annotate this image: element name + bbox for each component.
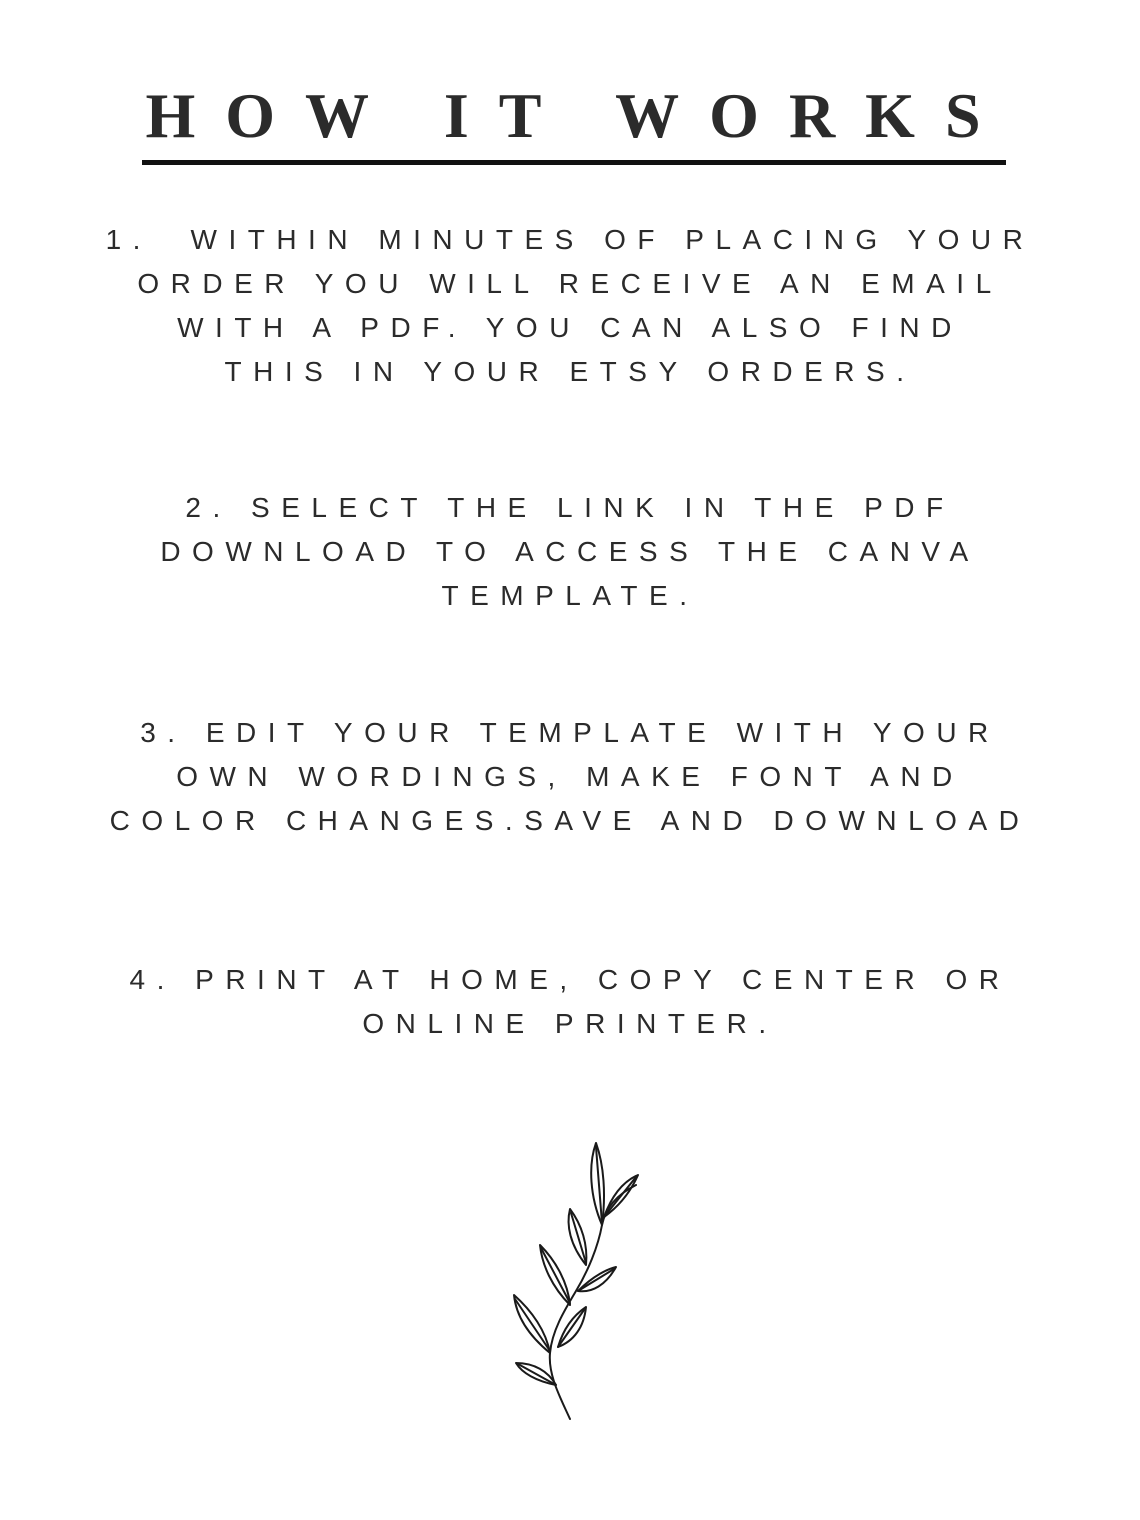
page-title: HOW IT WORKS [145,80,1011,151]
title-underline [142,160,1006,165]
step-2 [0,486,1140,618]
step-3-line-3: COLOR CHANGES.SAVE AND DOWNLOAD [109,805,1031,836]
step-1-line-3: WITH A PDF. YOU CAN ALSO FIND [177,312,963,343]
step-1-line-2: ORDER YOU WILL RECEIVE AN EMAIL [137,268,1003,299]
step-1-line-4: THIS IN YOUR ETSY ORDERS. [224,356,916,387]
step-3 [0,711,1140,843]
step-4-line-2: ONLINE PRINTER. [362,1008,778,1039]
step-1-line-1: 1. WITHIN MINUTES OF PLACING YOUR [105,224,1035,255]
step-4-line-1: 4. PRINT AT HOME, COPY CENTER OR [129,964,1011,995]
step-2-line-3: TEMPLATE. [441,580,699,611]
step-2-line-1: 2. SELECT THE LINK IN THE PDF [185,492,955,523]
step-3-line-1: 3. EDIT YOUR TEMPLATE WITH YOUR [140,717,1000,748]
step-3-line-2: OWN WORDINGS, MAKE FONT AND [176,761,964,792]
step-4 [0,958,1140,1046]
step-2-line-2: DOWNLOAD TO ACCESS THE CANVA [160,536,980,567]
leaf-sprig-icon [490,1135,650,1425]
step-1 [0,218,1140,394]
